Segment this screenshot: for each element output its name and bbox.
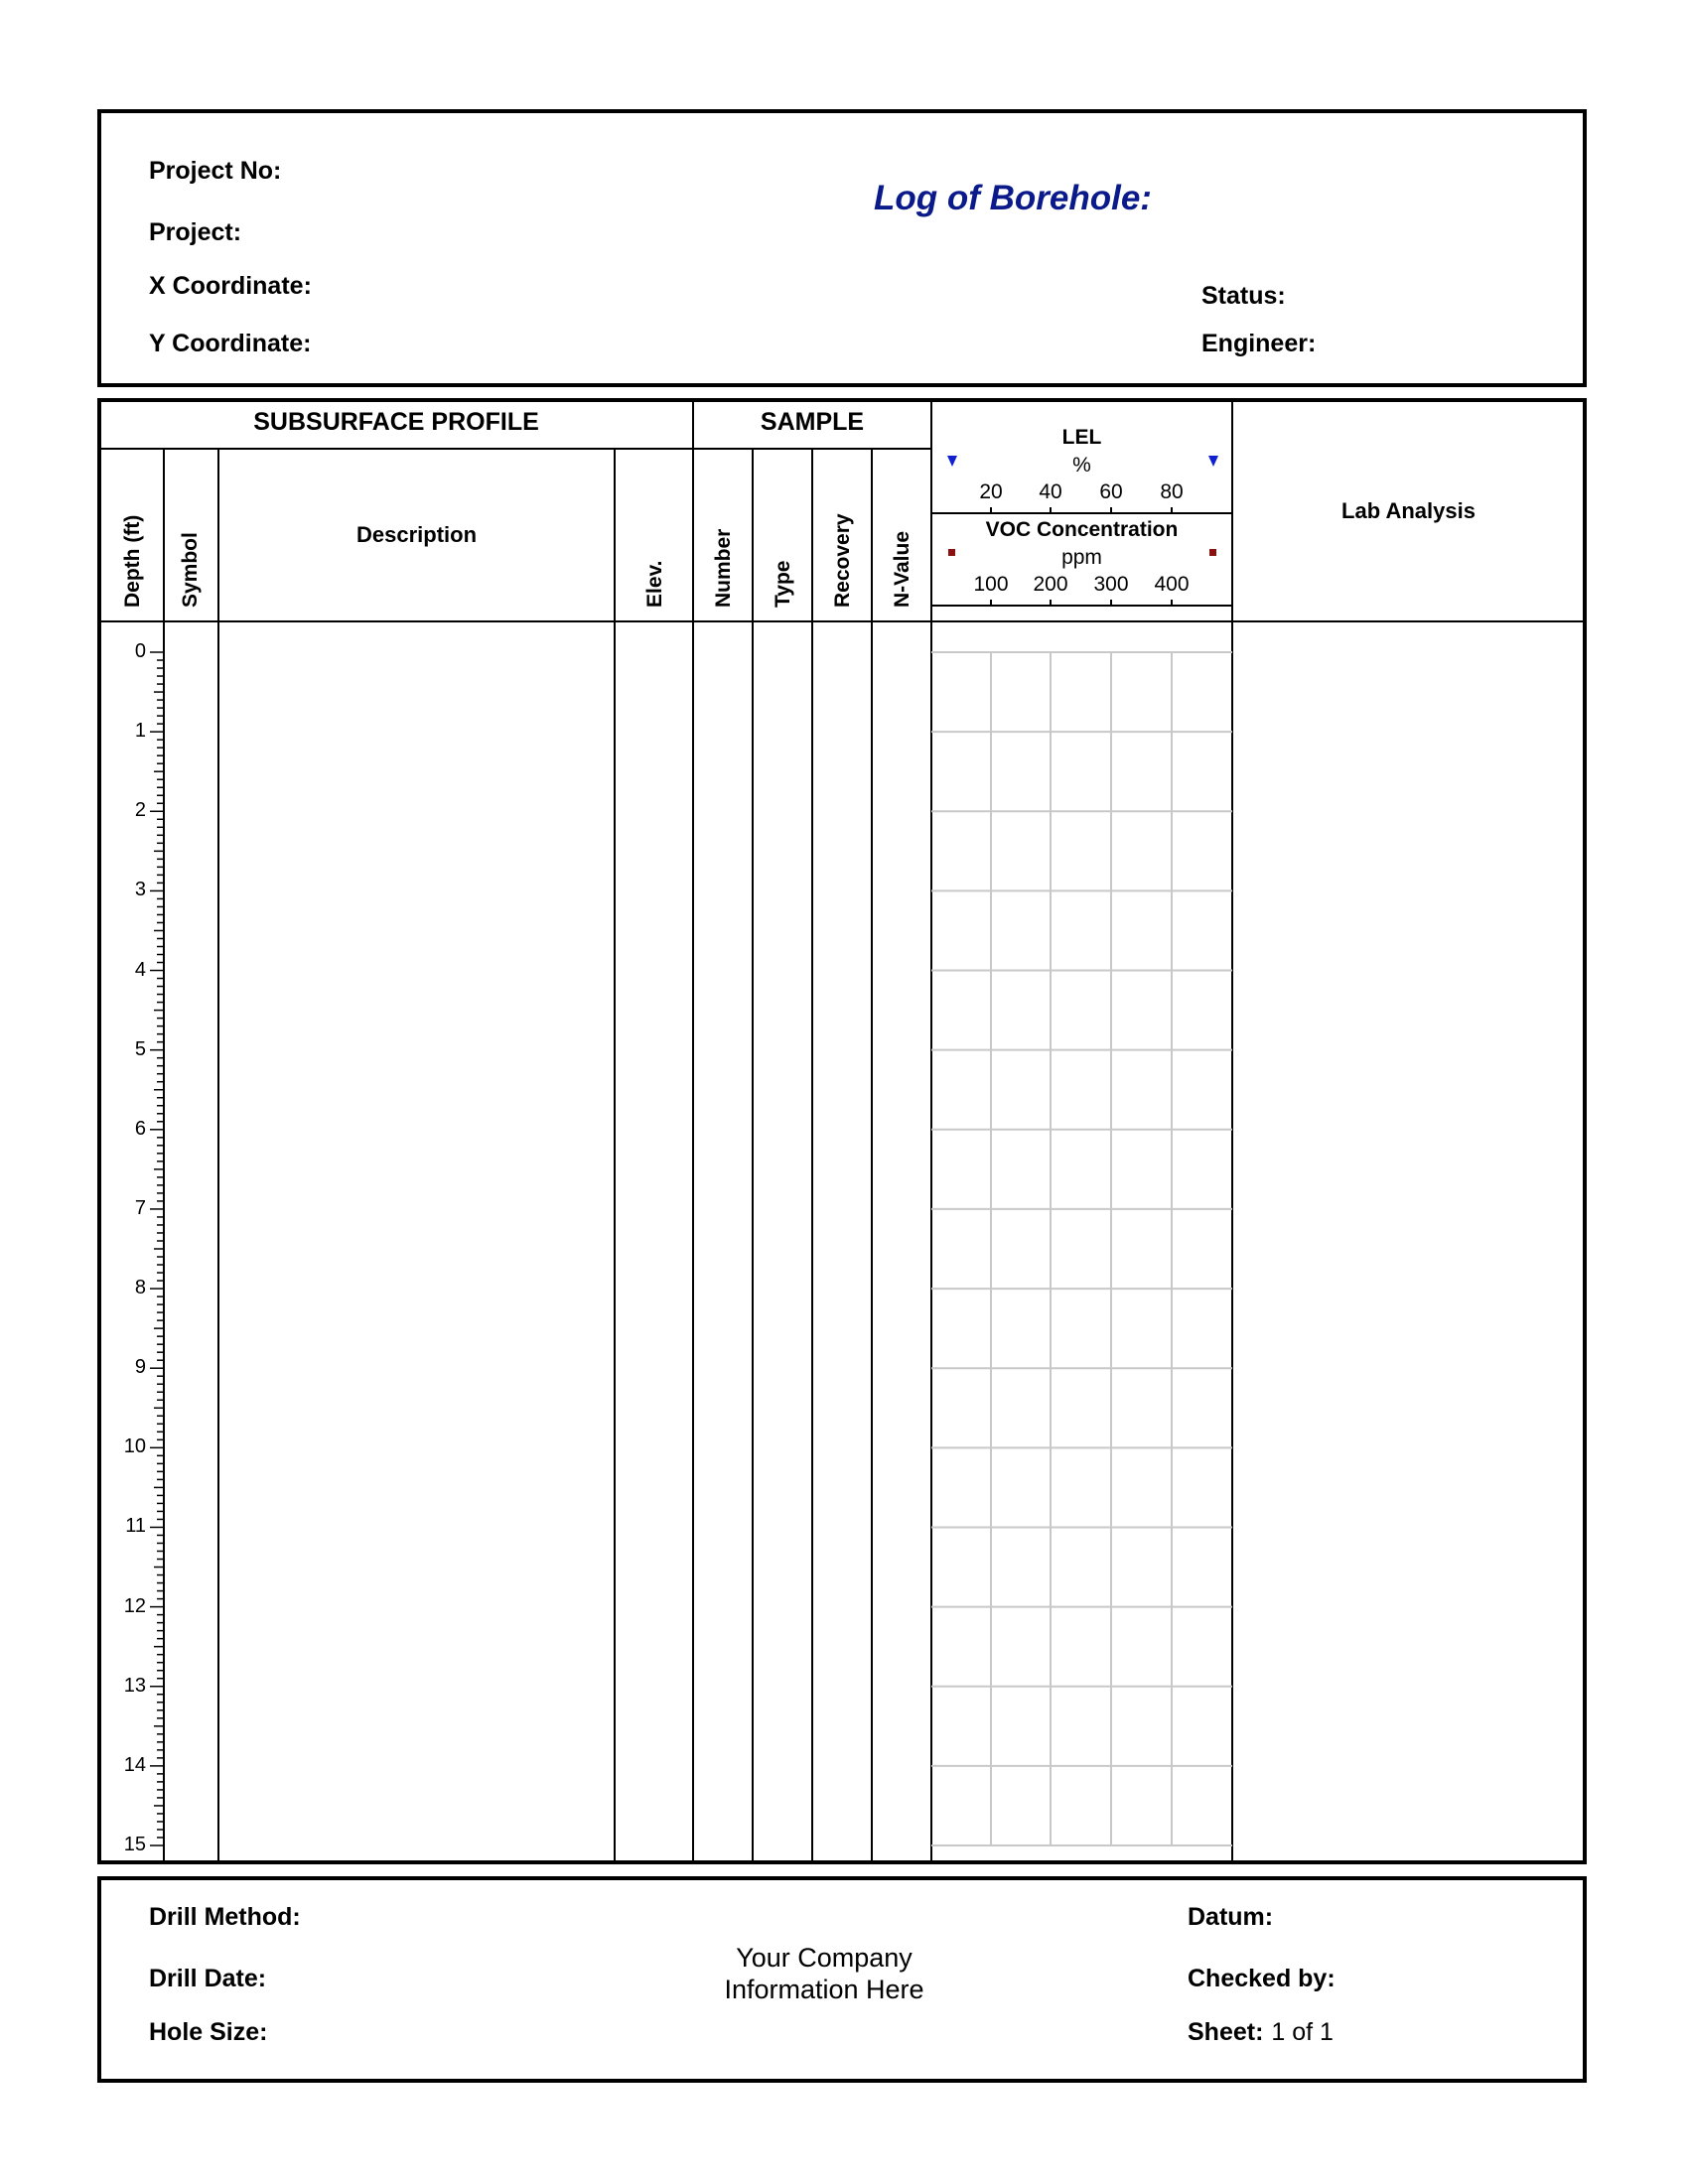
depth-label: 2 (134, 799, 146, 822)
company-info (645, 1942, 1003, 2005)
lel-title: LEL (1061, 426, 1102, 449)
depth-label: 0 (134, 640, 146, 662)
voc-tick-label: 400 (1154, 573, 1190, 596)
drill-method-label: Drill Method: (149, 1903, 301, 1931)
depth-label: 3 (134, 879, 146, 901)
voc-unit: ppm (1061, 546, 1102, 569)
voc-tick-label: 300 (1093, 573, 1129, 596)
lel-tick-label: 40 (1039, 480, 1062, 503)
sample-header: SAMPLE (760, 408, 865, 436)
depth-header: Depth (ft) (121, 514, 144, 608)
sheet-label: Sheet: (1188, 2018, 1264, 2046)
datum-label: Datum: (1188, 1903, 1274, 1931)
description-header: Description (355, 522, 478, 547)
n-value-header: N-Value (891, 530, 914, 608)
lel-unit: % (1072, 454, 1091, 477)
drill-date-label: Drill Date: (149, 1965, 267, 1992)
sheet-field (1188, 2018, 1334, 2047)
depth-label: 8 (134, 1277, 146, 1299)
voc-title: VOC Concentration (985, 518, 1179, 541)
lel-tick-label: 60 (1099, 480, 1123, 503)
depth-label: 15 (123, 1834, 146, 1855)
lab-analysis-header: Lab Analysis (1341, 498, 1476, 523)
lel-tick-label: 20 (979, 480, 1003, 503)
number-header: Number (712, 528, 735, 608)
depth-label: 11 (125, 1515, 146, 1538)
symbol-header: Symbol (179, 532, 202, 608)
project-no-label: Project No: (149, 157, 282, 185)
elev-header: Elev. (643, 560, 666, 608)
depth-label: 7 (134, 1196, 146, 1219)
page-title: Log of Borehole: (874, 179, 1152, 217)
project-label: Project: (149, 218, 242, 246)
depth-label: 10 (123, 1435, 146, 1458)
y-coordinate-label: Y Coordinate: (149, 330, 312, 357)
x-coordinate-label: X Coordinate: (149, 272, 312, 300)
hole-size-label: Hole Size: (149, 2018, 268, 2046)
depth-label: 5 (134, 1037, 146, 1060)
engineer-label: Engineer: (1201, 330, 1317, 357)
depth-label: 14 (123, 1753, 146, 1776)
company-line-2: Information Here (724, 1975, 924, 2004)
voc-tick-label: 200 (1033, 573, 1068, 596)
sheet-value: 1 of 1 (1271, 2018, 1334, 2046)
type-header: Type (772, 560, 794, 608)
voc-tick-label: 100 (973, 573, 1009, 596)
company-line-1: Your Company (736, 1943, 913, 1973)
recovery-header: Recovery (831, 513, 854, 608)
lel-tick-label: 80 (1160, 480, 1184, 503)
depth-label: 12 (123, 1594, 146, 1617)
status-label: Status: (1201, 282, 1286, 310)
subsurface-profile-header: SUBSURFACE PROFILE (253, 408, 539, 436)
depth-label: 1 (134, 720, 146, 743)
depth-label: 13 (123, 1674, 146, 1697)
checked-by-label: Checked by: (1188, 1965, 1336, 1992)
depth-label: 6 (134, 1117, 146, 1140)
depth-label: 9 (134, 1356, 146, 1379)
depth-label: 4 (134, 958, 146, 981)
